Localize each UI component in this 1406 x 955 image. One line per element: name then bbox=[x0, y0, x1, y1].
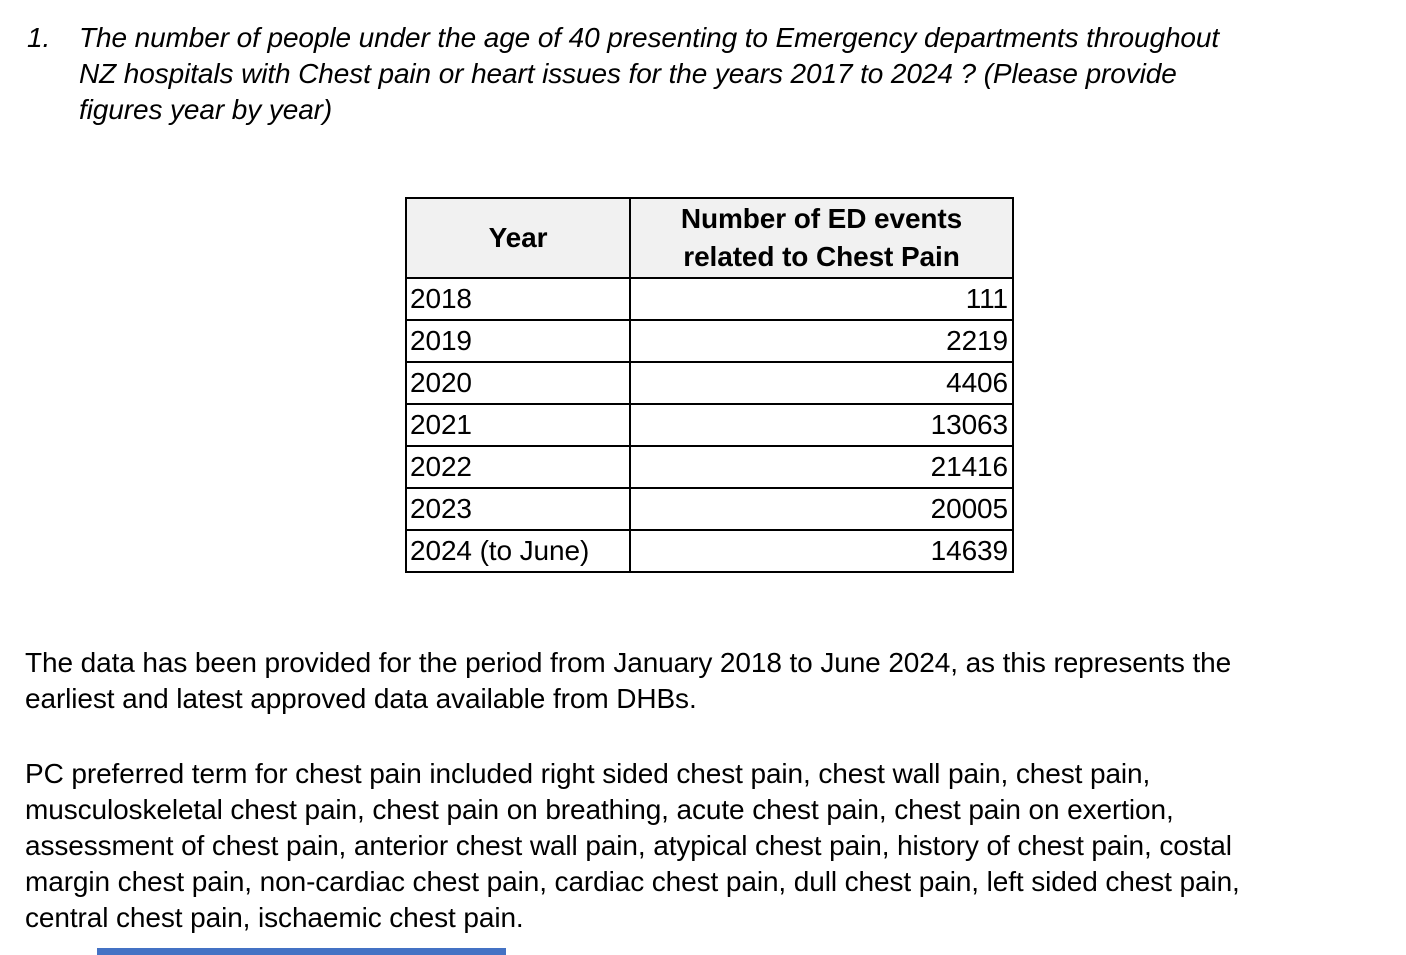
table-cell-year: 2018 bbox=[406, 278, 630, 320]
paragraph-line: musculoskeletal chest pain, chest pain on breathing, acute chest pain, chest pain on exertion, bbox=[25, 794, 1174, 825]
ed-events-table bbox=[405, 197, 1014, 573]
table-cell-events: 13063 bbox=[630, 404, 1013, 446]
table-cell-year: 2022 bbox=[406, 446, 630, 488]
table-header-events-line1: Number of ED events bbox=[680, 203, 963, 234]
table-cell-year: 2020 bbox=[406, 362, 630, 404]
question-number: 1. bbox=[27, 22, 51, 53]
table-cell-events: 20005 bbox=[630, 488, 1013, 530]
table-row bbox=[406, 362, 1013, 404]
table-cell-events: 111 bbox=[630, 278, 1013, 320]
table-cell-events: 4406 bbox=[630, 362, 1013, 404]
table-row bbox=[406, 488, 1013, 530]
paragraph-line: margin chest pain, non-cardiac chest pain, cardiac chest pain, dull chest pain, left sided chest pain, bbox=[25, 866, 1240, 897]
cutoff-blue-bar bbox=[97, 948, 506, 955]
question-text bbox=[79, 20, 1219, 128]
table-cell-year: 2019 bbox=[406, 320, 630, 362]
paragraph-line: assessment of chest pain, anterior chest wall pain, atypical chest pain, history of chest pain, costal bbox=[25, 830, 1232, 861]
table-row bbox=[406, 278, 1013, 320]
table-row bbox=[406, 404, 1013, 446]
paragraph-line: central chest pain, ischaemic chest pain. bbox=[25, 902, 524, 933]
question-line: NZ hospitals with Chest pain or heart issues for the years 2017 to 2024 ? (Please provide bbox=[79, 58, 1177, 89]
table-cell-year: 2021 bbox=[406, 404, 630, 446]
question-item bbox=[27, 20, 1219, 128]
preferred-terms-paragraph bbox=[25, 756, 1240, 936]
paragraph-line: earliest and latest approved data available from DHBs. bbox=[25, 683, 697, 714]
table-row bbox=[406, 320, 1013, 362]
table-row bbox=[406, 530, 1013, 572]
table-header-year: Year bbox=[406, 198, 630, 278]
table-cell-events: 2219 bbox=[630, 320, 1013, 362]
question-line: figures year by year) bbox=[79, 94, 333, 125]
table-header-events-line2: related to Chest Pain bbox=[683, 241, 960, 272]
table-header-events bbox=[630, 198, 1013, 278]
paragraph-line: The data has been provided for the period from January 2018 to June 2024, as this represents the bbox=[25, 647, 1232, 678]
table-cell-year: 2023 bbox=[406, 488, 630, 530]
table-cell-events: 21416 bbox=[630, 446, 1013, 488]
data-period-paragraph bbox=[25, 645, 1231, 717]
table-cell-year: 2024 (to June) bbox=[406, 530, 630, 572]
table-cell-events: 14639 bbox=[630, 530, 1013, 572]
table-header-row bbox=[406, 198, 1013, 278]
paragraph-line: PC preferred term for chest pain included right sided chest pain, chest wall pain, chest pain, bbox=[25, 758, 1151, 789]
table-row bbox=[406, 446, 1013, 488]
question-line: The number of people under the age of 40 presenting to Emergency departments throughout bbox=[79, 22, 1220, 53]
